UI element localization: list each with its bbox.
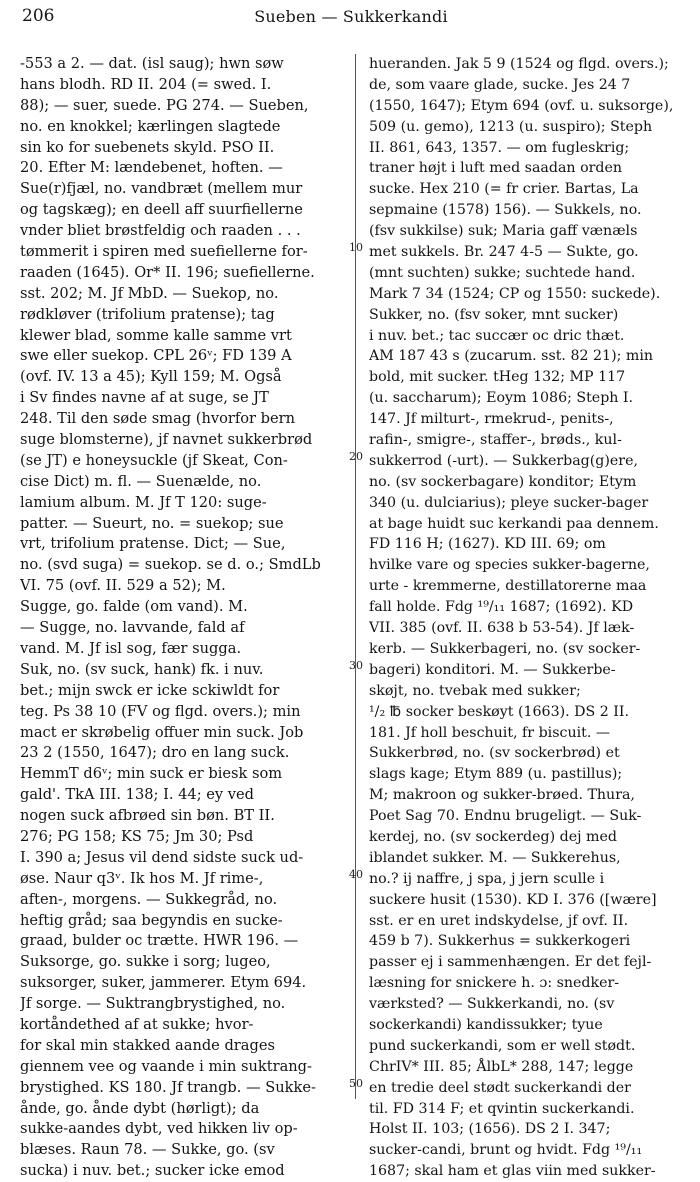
text-line: Sukkerbrød, no. (sv sockerbrød) et (369, 745, 620, 762)
text-line: AM 187 43 s (zucarum. sst. 82 21); min (369, 348, 654, 365)
text-line: no.? ij naffre, j spa, j jern sculle i (369, 870, 605, 887)
text-line: sst. er en uret indskydelse, jf ovf. II. (369, 912, 629, 929)
text-line: 23 2 (1550, 1647); dro en lang suck. (20, 744, 290, 762)
line-number: 40 (349, 868, 363, 881)
text-line: aften-, morgens. — Sukkegråd, no. (20, 890, 278, 908)
text-line: swe eller suekop. CPL 26ᵛ; FD 139 A (20, 347, 292, 365)
text-line: nogen suck afbrøed sin bøn. BT II. (20, 807, 275, 825)
text-line: urte - kremmerne, destillatorerne maa (369, 578, 647, 595)
text-line: hans blodh. RD II. 204 (= swed. I. (20, 75, 272, 93)
text-line: 1687; skal ham et glas viin med sukker- (369, 1163, 656, 1180)
text-line: vrt, trifolium pratense. Dict; — Sue, (20, 535, 286, 553)
running-head: Sueben — Sukkerkandi (254, 7, 448, 26)
text-line: for skal min stakked aande drages (20, 1036, 275, 1054)
text-line: giennem vee og vaande i min suktrang- (20, 1057, 312, 1075)
text-line: Sue(r)fjæl, no. vandbræt (mellem mur (20, 180, 303, 198)
text-line: Suksorge, go. sukke i sorg; lugeo, (20, 953, 271, 971)
text-line: Suk, no. (sv suck, hank) fk. i nuv. (20, 660, 264, 678)
text-line: Sukker, no. (fsv soker, mnt sucker) (369, 306, 619, 323)
text-line: 459 b 7). Sukkerhus = sukkerkogeri (369, 933, 631, 950)
text-line: -553 a 2. — dat. (isl saug); hwn søw (20, 55, 284, 72)
text-line: graad, bulder oc trætte. HWR 196. — (20, 932, 299, 950)
text-line: lamium album. M. Jf T 120: suge- (20, 493, 267, 511)
text-line: rødkløver (trifolium pratense); tag (20, 305, 275, 323)
text-line: traner højt i luft med saadan orden (369, 160, 623, 177)
text-line: værksted? — Sukkerkandi, no. (sv (369, 996, 615, 1013)
text-line: no. (sv sockerbagare) konditor; Etym (369, 473, 637, 490)
text-line: sukkerrod (-urt). — Sukkerbag(g)ere, (369, 452, 638, 469)
text-line: ¹/₂ ℔ socker beskøyt (1663). DS 2 II. (369, 703, 630, 720)
text-line: patter. — Sueurt, no. = suekop; sue (20, 514, 284, 532)
text-line: i Sv findes navne af at suge, se JT (20, 389, 269, 407)
text-line: (ovf. IV. 13 a 45); Kyll 159; M. Også (20, 368, 282, 386)
text-line: VI. 75 (ovf. II. 529 a 52); M. (20, 577, 226, 595)
text-line: sucke. Hex 210 (= fr crier. Bartas, La (369, 181, 639, 198)
text-line: en tredie deel stødt suckerkandi der (369, 1079, 631, 1096)
text-line: vnder bliet brøstfeldig och raaden . . . (20, 222, 301, 240)
text-line: VII. 385 (ovf. II. 638 b 53-54). Jf læk- (369, 620, 635, 637)
text-line: 248. Til den søde smag (hvorfor bern (20, 410, 296, 428)
text-line: i nuv. bet.; tac succær oc dric thæt. (369, 327, 625, 344)
text-line: 20. Efter M: lændebenet, hoften. — (20, 159, 283, 177)
text-line: sukke-aandes dybt, ved hikken liv op- (20, 1120, 298, 1138)
text-line: tømmerit i spiren med suefiellerne for- (20, 243, 308, 261)
text-line: cise Dict) m. fl. — Suenælde, no. (20, 472, 262, 490)
text-line: klewer blad, somme kalle samme vrt (20, 326, 292, 344)
column-divider (355, 54, 356, 1099)
text-line: kortåndethed af at sukke; hvor- (20, 1015, 254, 1033)
text-line: Holst II. 103; (1656). DS 2 I. 347; (369, 1121, 611, 1138)
text-line: sucker-candi, brunt og hvidt. Fdg ¹⁹/₁₁ (369, 1142, 643, 1159)
text-line: de, som vaare glade, sucke. Jes 24 7 (369, 76, 631, 93)
text-line: Sugge, go. falde (om vand). M. (20, 598, 248, 616)
text-line: heftig gråd; saa begyndis en sucke- (20, 911, 283, 929)
text-line: suksorger, suker, jammerer. Etym 694. (20, 974, 307, 992)
text-line: 181. Jf holl beschuit, fr biscuit. — (369, 724, 611, 741)
text-line: blæses. Raun 78. — Sukke, go. (sv (20, 1141, 275, 1159)
text-line: bet.; mijn swck er icke sckiwldt for (20, 681, 280, 699)
text-line: til. FD 314 F; et qvintin suckerkandi. (369, 1100, 635, 1117)
text-line: iblandet sukker. M. — Sukkerehus, (369, 849, 621, 866)
text-line: skøjt, no. tvebak med sukker; (369, 682, 581, 699)
page-number: 206 (22, 6, 55, 26)
text-line: II. 861, 643, 1357. — om fugleskrig; (369, 139, 630, 156)
left-column (20, 54, 352, 1182)
text-line: sepmaine (1578) 156). — Sukkels, no. (369, 202, 642, 219)
text-line: øse. Naur q3ᵛ. Ik hos M. Jf rime-, (20, 869, 264, 887)
text-line: (se JT) e honeysuckle (jf Skeat, Con- (20, 451, 288, 469)
text-line: bageri) konditori. M. — Sukkerbe- (369, 661, 616, 678)
text-line: raaden (1645). Or* II. 196; suefiellerne. (20, 263, 315, 281)
text-line: 276; PG 158; KS 75; Jm 30; Psd (20, 827, 254, 845)
text-line: suckere husit (1530). KD I. 376 ([wære] (369, 891, 657, 908)
text-line: læsning for snickere h. ɔ: snedker- (369, 975, 620, 992)
line-number: 20 (349, 450, 363, 463)
text-line: passer ej i sammenhængen. Er det fejl- (369, 954, 652, 971)
text-line: 88); — suer, suede. PG 274. — Sueben, (20, 96, 309, 114)
text-line: Poet Sag 70. Endnu brugeligt. — Suk- (369, 808, 642, 825)
text-line: 147. Jf milturt-, rmekrud-, penits-, (369, 411, 614, 428)
text-line: mact er skrøbelig offuer min suck. Job (20, 723, 304, 741)
text-line: (u. saccharum); Eoym 1086; Steph I. (369, 390, 634, 407)
text-line: Mark 7 34 (1524; CP og 1550: suckede). (369, 285, 661, 302)
text-line: Jf sorge. — Suktrangbrystighed, no. (20, 995, 286, 1013)
text-line: kerdej, no. (sv sockerdeg) dej med (369, 828, 617, 845)
line-number: 10 (349, 241, 363, 254)
text-line: vand. M. Jf isl sog, fær sugga. (20, 639, 242, 657)
text-line: sin ko for suebenets skyld. PSO II. (20, 138, 275, 156)
text-line: hvilke vare og species sukker-bagerne, (369, 557, 650, 574)
text-line: no. (svd suga) = suekop. se d. o.; SmdLb (20, 556, 321, 574)
text-line: fall holde. Fdg ¹⁹/₁₁ 1687; (1692). KD (369, 599, 634, 616)
text-line: sst. 202; M. Jf MbD. — Suekop, no. (20, 284, 279, 302)
text-line: brystighed. KS 180. Jf trangb. — Sukke- (20, 1078, 316, 1096)
text-line: ChrIV* III. 85; ÅlbL* 288, 147; legge (369, 1058, 634, 1075)
text-line: sucka) i nuv. bet.; sucker icke emod (20, 1162, 285, 1180)
text-line: no. en knokkel; kærlingen slagtede (20, 117, 281, 135)
text-line: 340 (u. dulciarius); pleye sucker-bager (369, 494, 649, 511)
text-line: I. 390 a; Jesus vil dend sidste suck ud- (20, 848, 304, 866)
text-line: bold, mit sucker. tHeg 132; MP 117 (369, 369, 626, 386)
right-column (369, 54, 687, 1182)
text-line: rafin-, smigre-, staffer-, brøds., kul- (369, 432, 622, 449)
text-line: HemmT d6ᵛ; min suck er biesk som (20, 765, 283, 783)
page-header (22, 6, 680, 32)
text-line: at bage huidt suc kerkandi paa dennem. (369, 515, 659, 532)
text-line: hueranden. Jak 5 9 (1524 og flgd. overs.); (369, 56, 669, 72)
text-line: FD 116 H; (1627). KD III. 69; om (369, 536, 606, 553)
text-line: suge blomsterne), jf navnet sukkerbrød (20, 431, 313, 449)
line-number: 30 (349, 659, 363, 672)
text-line: slags kage; Etym 889 (u. pastillus); (369, 766, 623, 783)
text-line: teg. Ps 38 10 (FV og flgd. overs.); min (20, 702, 301, 720)
text-line: met sukkels. Br. 247 4-5 — Sukte, go. (369, 244, 639, 261)
text-line: gald'. TkA III. 138; I. 44; ey ved (20, 786, 254, 804)
line-number: 50 (349, 1077, 363, 1090)
text-line: kerb. — Sukkerbageri, no. (sv socker- (369, 640, 641, 657)
text-line: pund suckerkandi, som er well stødt. (369, 1037, 636, 1054)
text-line: M; makroon og sukker-brøed. Thura, (369, 787, 635, 804)
text-line: (mnt suchten) sukke; suchtede hand. (369, 264, 636, 281)
text-line: (1550, 1647); Etym 694 (ovf. u. suksorge), (369, 97, 674, 114)
text-line: 509 (u. gemo), 1213 (u. suspiro); Steph (369, 118, 653, 135)
text-line: — Sugge, no. lavvande, fald af (20, 619, 245, 637)
text-line: (fsv sukkilse) suk; Maria gaff vænæls (369, 223, 638, 240)
text-line: og tagskæg); en deell aff suurfiellerne (20, 201, 303, 219)
text-line: ånde, go. ånde dybt (hørligt); da (20, 1099, 260, 1117)
text-line: sockerkandi) kandissukker; tyue (369, 1016, 603, 1033)
